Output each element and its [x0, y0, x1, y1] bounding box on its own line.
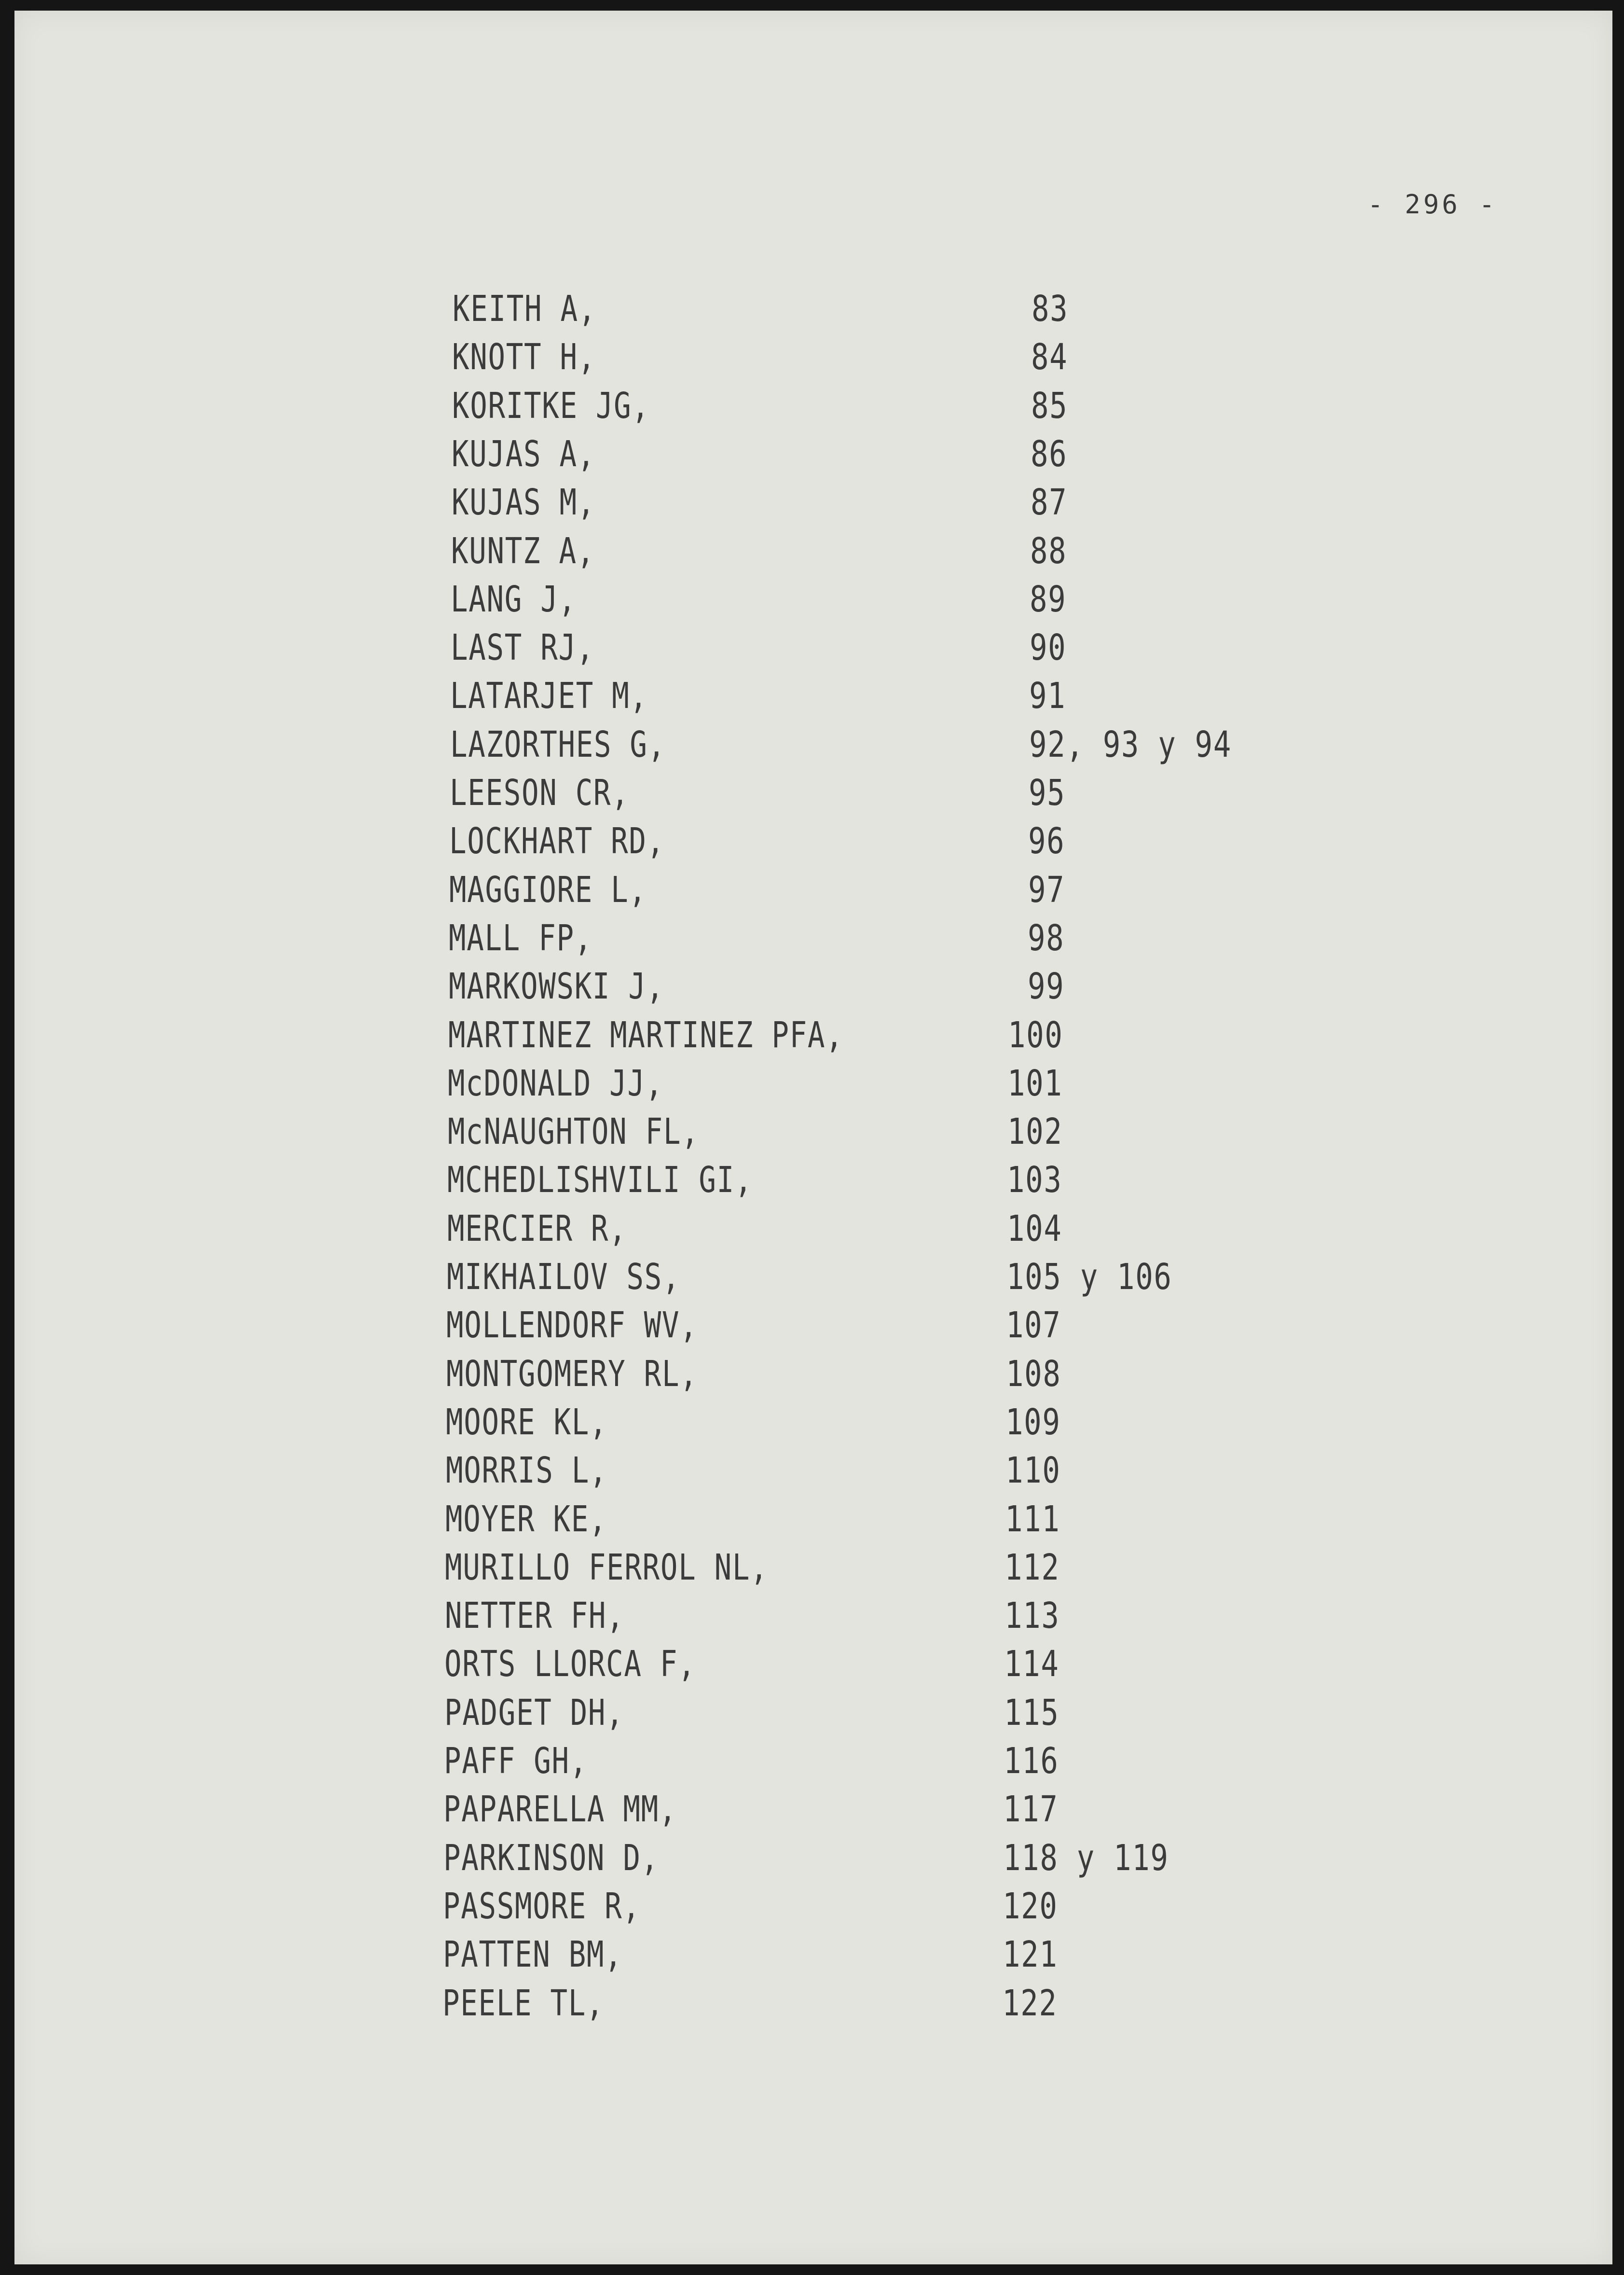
page-number: - 296 - [1367, 189, 1498, 220]
reference-index-list [14, 11, 1612, 2264]
author-name: McNAUGHTON FL, [448, 1111, 700, 1152]
author-name: PAFF GH, [444, 1740, 588, 1782]
index-entry [449, 966, 1414, 1014]
reference-number: 88 [1030, 530, 1067, 572]
reference-number: 89 [1030, 579, 1067, 620]
author-name: LANG J, [451, 579, 577, 620]
index-entry [444, 1643, 1409, 1692]
reference-number: 102 [1007, 1111, 1063, 1152]
index-entry [447, 1256, 1412, 1304]
author-name: MCHEDLISHVILI GI, [447, 1159, 753, 1201]
index-entry [446, 1353, 1411, 1401]
reference-number: 100 [1008, 1014, 1063, 1056]
reference-number: 83 [1032, 288, 1069, 330]
index-entry [452, 433, 1417, 482]
reference-number: 109 [1005, 1401, 1061, 1443]
index-entry [452, 482, 1417, 530]
reference-number: 98 [1028, 917, 1065, 959]
index-entry [452, 336, 1417, 385]
reference-number: 114 [1004, 1643, 1060, 1685]
reference-number: 113 [1005, 1595, 1060, 1637]
index-entry [450, 772, 1415, 820]
reference-number: 107 [1006, 1304, 1061, 1346]
reference-number: 86 [1031, 433, 1068, 475]
reference-number: 105 y 106 [1006, 1256, 1172, 1298]
index-entry [446, 1401, 1411, 1450]
index-entry [450, 675, 1415, 723]
reference-number: 108 [1006, 1353, 1061, 1395]
index-entry [444, 1740, 1409, 1789]
author-name: PAPARELLA MM, [443, 1789, 677, 1830]
index-entry [452, 385, 1417, 433]
reference-number: 101 [1007, 1063, 1063, 1104]
author-name: LAST RJ, [451, 627, 594, 668]
index-entry [445, 1595, 1410, 1643]
reference-number: 90 [1030, 627, 1067, 668]
reference-number: 97 [1028, 869, 1065, 911]
index-entry [451, 579, 1416, 627]
author-name: MARKOWSKI J, [449, 966, 664, 1007]
index-entry [450, 724, 1415, 772]
index-entry [449, 917, 1414, 966]
author-name: MERCIER R, [447, 1208, 627, 1249]
author-name: LAZORTHES G, [450, 724, 666, 765]
author-name: MAGGIORE L, [449, 869, 647, 911]
index-entry [448, 1063, 1413, 1111]
index-entry [449, 820, 1414, 869]
reference-number: 91 [1029, 675, 1066, 717]
reference-number: 96 [1028, 820, 1065, 862]
author-name: LATARJET M, [450, 675, 648, 717]
reference-number: 122 [1002, 1983, 1058, 2024]
author-name: MIKHAILOV SS, [447, 1256, 681, 1298]
author-name: PATTEN BM, [443, 1934, 623, 1975]
author-name: PASSMORE R, [443, 1886, 641, 1927]
author-name: NETTER FH, [445, 1595, 625, 1637]
reference-number: 112 [1005, 1547, 1060, 1588]
author-name: KUJAS A, [452, 433, 595, 475]
reference-number: 116 [1004, 1740, 1059, 1782]
author-name: PARKINSON D, [443, 1837, 659, 1879]
index-entry [453, 288, 1418, 336]
reference-number: 110 [1005, 1450, 1061, 1491]
author-name: MORRIS L, [446, 1450, 608, 1491]
index-entry [443, 1789, 1408, 1837]
reference-number: 115 [1004, 1692, 1060, 1734]
author-name: KUJAS M, [452, 482, 595, 523]
reference-number: 99 [1028, 966, 1065, 1007]
author-name: LEESON CR, [450, 772, 630, 814]
reference-number: 84 [1031, 336, 1068, 378]
author-name: KORITKE JG, [452, 385, 650, 427]
author-name: PEELE TL, [442, 1983, 605, 2024]
reference-number: 117 [1003, 1789, 1059, 1830]
index-entry [447, 1159, 1412, 1207]
index-entry [442, 1983, 1407, 2031]
index-entry [445, 1498, 1410, 1547]
reference-number: 87 [1031, 482, 1068, 523]
reference-number: 111 [1005, 1498, 1060, 1540]
author-name: MOORE KL, [446, 1401, 608, 1443]
index-entry [444, 1692, 1409, 1740]
reference-number: 85 [1031, 385, 1068, 427]
author-name: PADGET DH, [444, 1692, 624, 1734]
index-entry [448, 1111, 1413, 1159]
index-entry [447, 1208, 1412, 1256]
author-name: MOYER KE, [445, 1498, 607, 1540]
author-name: ORTS LLORCA F, [444, 1643, 696, 1685]
author-name: KEITH A, [453, 288, 596, 330]
index-entry [451, 627, 1416, 675]
author-name: McDONALD JJ, [448, 1063, 663, 1104]
reference-number: 118 y 119 [1003, 1837, 1169, 1879]
reference-number: 120 [1003, 1886, 1058, 1927]
index-entry [451, 530, 1416, 579]
author-name: MOLLENDORF WV, [446, 1304, 698, 1346]
index-entry [443, 1886, 1408, 1934]
reference-number: 92, 93 y 94 [1029, 724, 1232, 765]
reference-number: 95 [1029, 772, 1066, 814]
reference-number: 121 [1003, 1934, 1058, 1975]
author-name: KNOTT H, [452, 336, 596, 378]
reference-number: 104 [1007, 1208, 1062, 1249]
index-entry [443, 1837, 1408, 1886]
index-entry [449, 869, 1414, 917]
author-name: MARTINEZ MARTINEZ PFA, [448, 1014, 844, 1056]
reference-number: 103 [1007, 1159, 1062, 1201]
index-entry [445, 1547, 1410, 1595]
author-name: MURILLO FERROL NL, [445, 1547, 769, 1588]
document-page [14, 11, 1612, 2264]
author-name: MALL FP, [449, 917, 592, 959]
index-entry [446, 1304, 1411, 1353]
index-entry [443, 1934, 1408, 1982]
author-name: KUNTZ A, [451, 530, 595, 572]
author-name: LOCKHART RD, [449, 820, 665, 862]
index-entry [448, 1014, 1413, 1063]
author-name: MONTGOMERY RL, [446, 1353, 698, 1395]
index-entry [446, 1450, 1411, 1498]
